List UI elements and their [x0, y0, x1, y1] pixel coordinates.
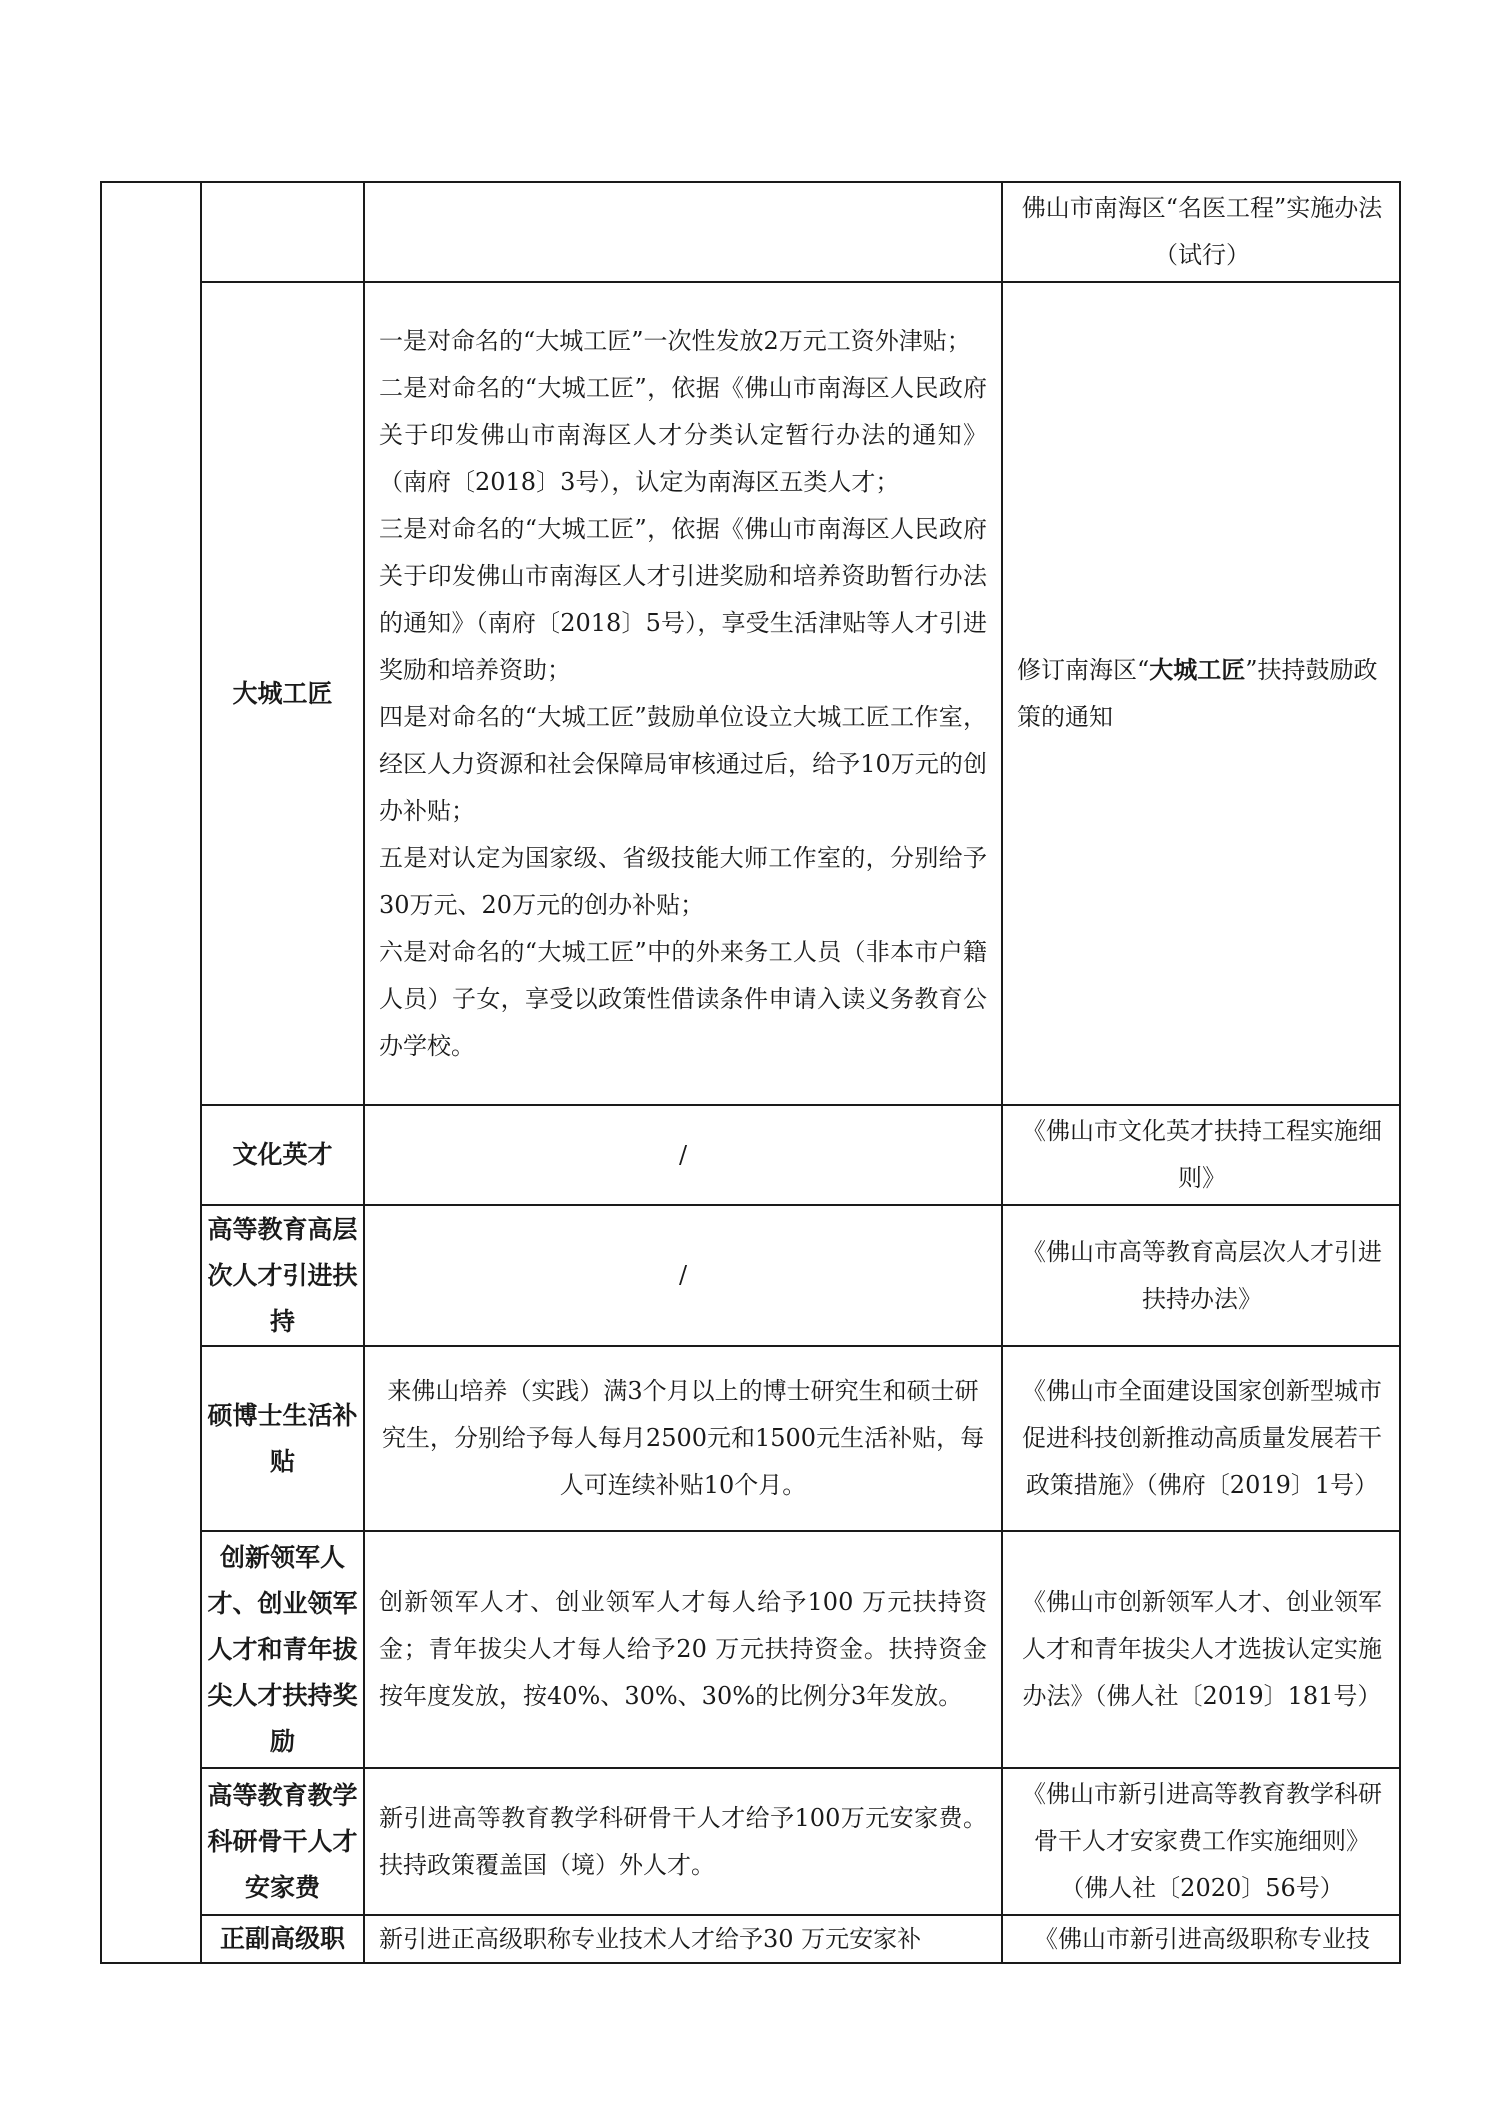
measure-item: 三是对命名的“大城工匠”，依据《佛山市南海区人民政府关于印发佛山市南海区人才引进奖励和培养资助暂行办法的通知》（南府〔2018〕5号），享受生活津贴等人才引进奖励和培养资助； [379, 514, 987, 684]
measures-text: 新引进正高级职称专业技术人才给予30 万元安家补 [379, 1925, 922, 1953]
measures-cell [364, 1531, 1002, 1768]
measures-cell [364, 1768, 1002, 1915]
measure-item: 六是对命名的“大城工匠”中的外来务工人员（非本市户籍人员）子女，享受以政策性借读条件申请入读义务教育公办学校。 [379, 937, 987, 1060]
policy-text-pre: 修订南海区“ [1017, 655, 1150, 684]
policy-cell [1002, 1531, 1400, 1768]
measures-text: / [678, 1261, 688, 1289]
policy-text: 《佛山市新引进高级职称专业技 [1034, 1925, 1370, 1953]
table-row [101, 182, 1400, 282]
measures-cell [364, 1205, 1002, 1346]
measures-text: 创新领军人才、创业领军人才每人给予100 万元扶持资金；青年拔尖人才每人给予20 万元扶持资金。扶持资金按年度发放，按40%、30%、30%的比例分3年发放。 [379, 1588, 987, 1710]
policy-cell [1002, 282, 1400, 1105]
policy-text [1003, 645, 1399, 743]
measures-cell [364, 1346, 1002, 1531]
item-name-cell [201, 182, 364, 282]
item-name-cell [201, 1768, 364, 1915]
item-name-cell [201, 1346, 364, 1531]
category-cell [101, 182, 201, 1963]
policy-cell [1002, 1915, 1400, 1963]
policy-cell [1002, 182, 1400, 282]
table-row [101, 1915, 1400, 1963]
measures-cell [364, 182, 1002, 282]
measures-text [365, 316, 1001, 1072]
item-name: 文化英才 [232, 1140, 333, 1169]
measures-text: / [678, 1140, 688, 1169]
measure-item: 四是对命名的“大城工匠”鼓励单位设立大城工匠工作室，经区人力资源和社会保障局审核通过后，给予10万元的创办补贴； [379, 702, 987, 825]
measures-cell [364, 1105, 1002, 1205]
measure-item: 二是对命名的“大城工匠”，依据《佛山市南海区人民政府关于印发佛山市南海区人才分类认定暂行办法的通知》（南府〔2018〕3号），认定为南海区五类人才； [379, 373, 987, 496]
policy-text: 《佛山市高等教育高层次人才引进扶持办法》 [1022, 1237, 1382, 1313]
policy-cell [1002, 1205, 1400, 1346]
table-row [101, 1105, 1400, 1205]
table-row [101, 1205, 1400, 1346]
policy-text: 《佛山市全面建设国家创新型城市促进科技创新推动高质量发展若干政策措施》（佛府〔2019〕1号） [1022, 1377, 1382, 1499]
item-name-cell [201, 1205, 364, 1346]
item-name: 正副高级职 [219, 1924, 345, 1953]
item-name-cell [201, 1105, 364, 1205]
measure-item: 一是对命名的“大城工匠”一次性发放2万元工资外津贴； [379, 326, 971, 355]
table-row [101, 1768, 1400, 1915]
policy-table [100, 181, 1401, 1964]
item-name-cell [201, 282, 364, 1105]
item-name: 大城工匠 [232, 678, 333, 708]
item-name-cell [201, 1531, 364, 1768]
item-name-cell [201, 1915, 364, 1963]
policy-cell [1002, 1346, 1400, 1531]
policy-text-post: ”扶持鼓励政策的通知 [1017, 655, 1378, 731]
table-row [101, 1531, 1400, 1768]
item-name: 创新领军人才、创业领军人才和青年拔尖人才扶持奖励 [207, 1542, 358, 1756]
measures-cell [364, 282, 1002, 1105]
measures-text: 新引进高等教育教学科研骨干人才给予100万元安家费。扶持政策覆盖国（境）外人才。 [379, 1803, 987, 1879]
table-row [101, 1346, 1400, 1531]
item-name: 高等教育教学科研骨干人才安家费 [207, 1780, 358, 1902]
policy-cell [1002, 1105, 1400, 1205]
policy-text: 《佛山市新引进高等教育教学科研骨干人才安家费工作实施细则》（佛人社〔2020〕56号） [1022, 1780, 1382, 1902]
measure-item: 五是对认定为国家级、省级技能大师工作室的，分别给予30万元、20万元的创办补贴； [379, 843, 987, 919]
policy-text-highlight: 大城工匠 [1149, 655, 1246, 684]
item-name: 硕博士生活补贴 [207, 1400, 358, 1476]
policy-text: 佛山市南海区“名医工程”实施办法（试行） [1021, 194, 1383, 269]
table-row [101, 282, 1400, 1105]
measures-cell [364, 1915, 1002, 1963]
item-name: 高等教育高层次人才引进扶持 [207, 1214, 358, 1336]
policy-text: 《佛山市文化英才扶持工程实施细则》 [1022, 1117, 1382, 1192]
measures-text: 来佛山培养（实践）满3个月以上的博士研究生和硕士研究生，分别给予每人每月2500元和1500元生活补贴，每人可连续补贴10个月。 [381, 1377, 985, 1499]
policy-cell [1002, 1768, 1400, 1915]
policy-text: 《佛山市创新领军人才、创业领军人才和青年拔尖人才选拔认定实施办法》（佛人社〔2019〕181号） [1022, 1588, 1382, 1710]
